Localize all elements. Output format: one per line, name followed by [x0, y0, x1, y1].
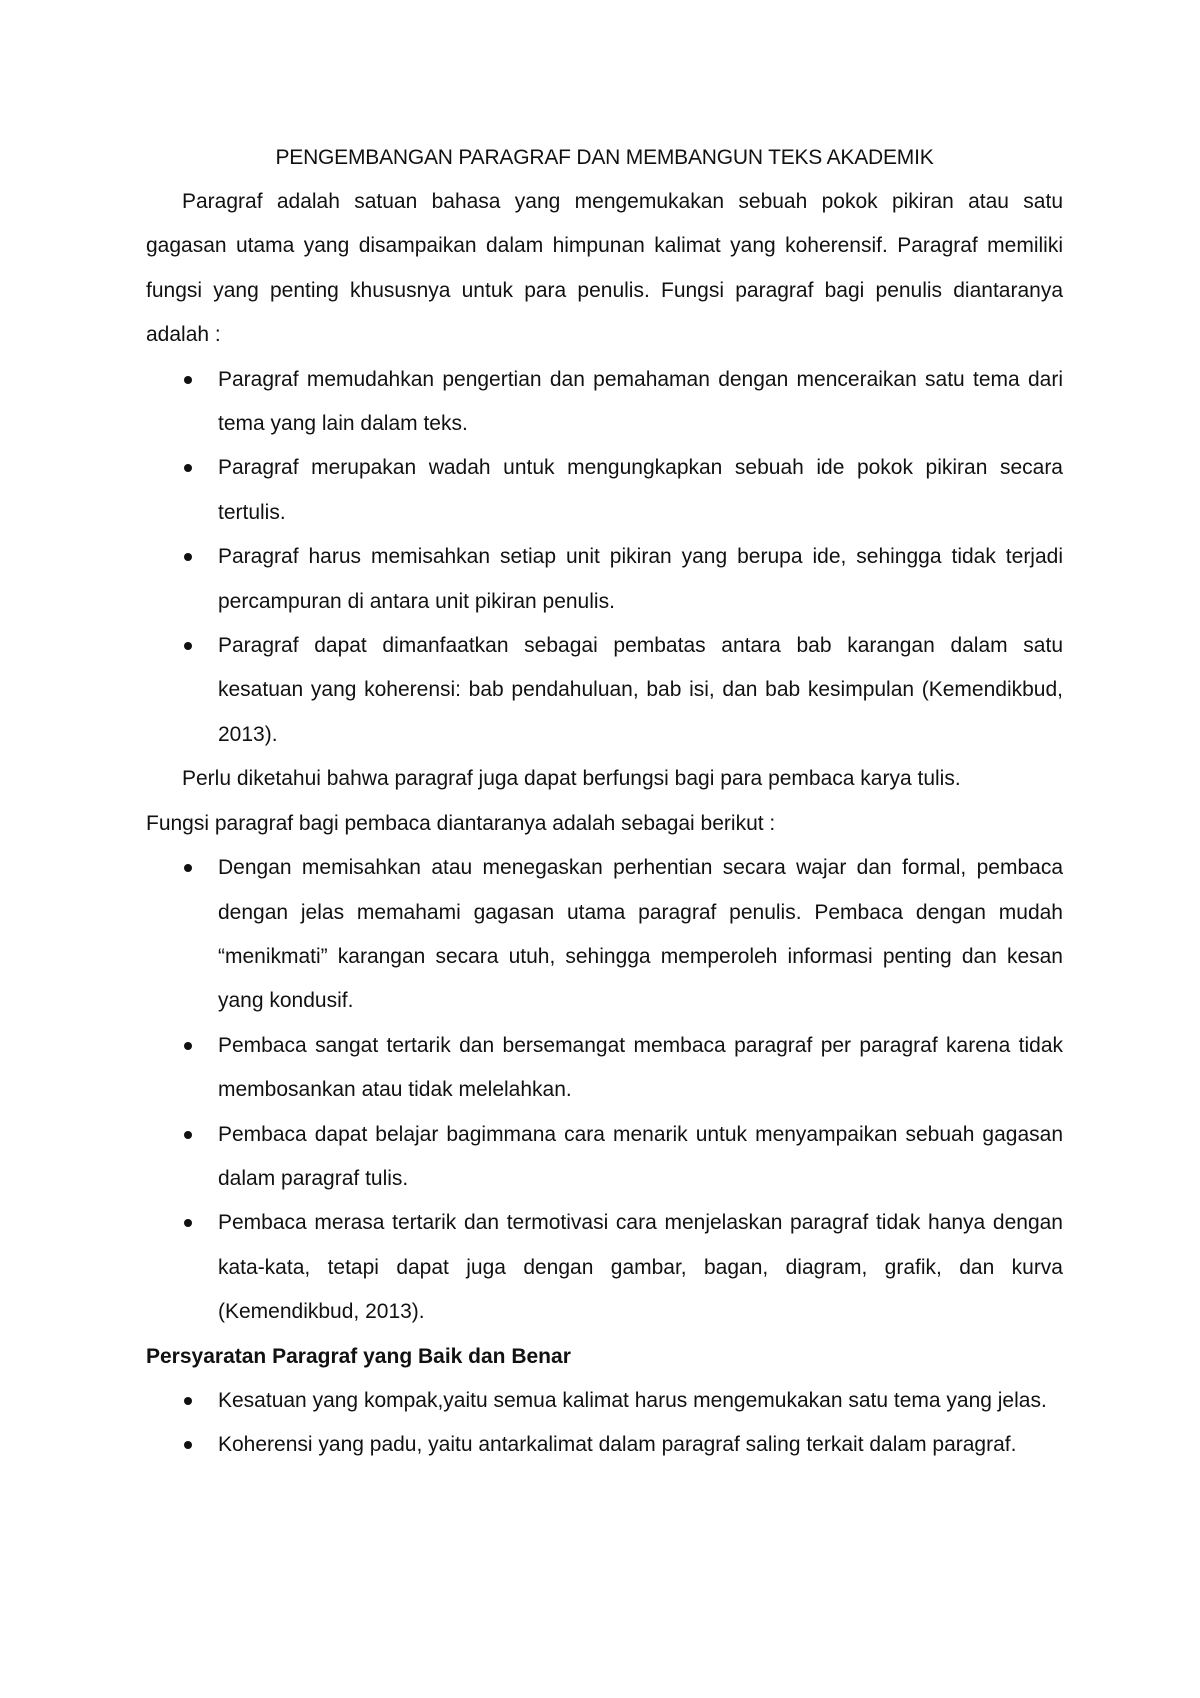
- bullet-icon: [184, 642, 192, 650]
- reader-paragraph-line2: Fungsi paragraf bagi pembaca diantaranya adalah sebagai berikut :: [146, 811, 776, 835]
- document-title: PENGEMBANGAN PARAGRAF DAN MEMBANGUN TEKS AKADEMIK: [275, 146, 934, 169]
- list-item: [218, 1423, 1063, 1467]
- bullet-icon: [184, 1441, 192, 1449]
- list-item-text: Dengan memisahkan atau menegaskan perhentian secara wajar dan formal, pembaca dengan jelas memahami gagasan utama paragraf penulis. Pembaca dengan mudah “menikmati” karangan secara utuh, sehingga memperoleh informasi penting dan kesan yang kondusif.: [218, 856, 1063, 1013]
- list-item-text: Koherensi yang padu, yaitu antarkalimat dalam paragraf saling terkait dalam paragraf.: [218, 1433, 1017, 1457]
- document-page: [146, 136, 1063, 1468]
- list-item-text: Pembaca merasa tertarik dan termotivasi cara menjelaskan paragraf tidak hanya dengan kata-kata, tetapi dapat juga dengan gambar, bagan, diagram, grafik, dan kurva (Kemendikbud, 2013).: [218, 1211, 1063, 1324]
- list-item: [218, 1201, 1063, 1334]
- list-item-text: Pembaca dapat belajar bagimmana cara menarik untuk menyampaikan sebuah gagasan dalam paragraf tulis.: [218, 1122, 1063, 1190]
- list-item-text: Paragraf merupakan wadah untuk mengungkapkan sebuah ide pokok pikiran secara tertulis.: [218, 456, 1063, 524]
- bullet-icon: [184, 1131, 192, 1139]
- bullet-icon: [184, 376, 192, 384]
- bullet-icon: [184, 553, 192, 561]
- requirements-list: [146, 1379, 1063, 1468]
- bullet-icon: [184, 464, 192, 472]
- list-item: [218, 846, 1063, 1024]
- list-item: [218, 1113, 1063, 1202]
- list-item-text: Paragraf harus memisahkan setiap unit pikiran yang berupa ide, sehingga tidak terjadi percampuran di antara unit pikiran penulis.: [218, 545, 1063, 613]
- list-item: [218, 446, 1063, 535]
- bullet-icon: [184, 864, 192, 872]
- writer-functions-list: [146, 358, 1063, 758]
- list-item: [218, 535, 1063, 624]
- list-item-text: Paragraf memudahkan pengertian dan pemahaman dengan menceraikan satu tema dari tema yang lain dalam teks.: [218, 367, 1063, 436]
- requirements-heading: Persyaratan Paragraf yang Baik dan Benar: [146, 1344, 571, 1368]
- list-item: [218, 1024, 1063, 1113]
- list-item-text: Paragraf dapat dimanfaatkan sebagai pembatas antara bab karangan dalam satu kesatuan yang koherensi: bab pendahuluan, bab isi, dan bab kesimpulan (Kemendikbud, 2013).: [218, 634, 1063, 746]
- list-item: [218, 624, 1063, 757]
- bullet-icon: [184, 1042, 192, 1050]
- bullet-icon: [184, 1397, 192, 1405]
- intro-paragraph: Paragraf adalah satuan bahasa yang mengemukakan sebuah pokok pikiran atau satu gagasan utama yang disampaikan dalam himpunan kalimat yang koherensif. Paragraf memiliki fungsi yang penting khususnya untuk para penulis. Fungsi paragraf bagi penulis diantaranya adalah :: [146, 190, 1063, 347]
- list-item-text: Pembaca sangat tertarik dan bersemangat membaca paragraf per paragraf karena tidak membosankan atau tidak melelahkan.: [218, 1033, 1063, 1102]
- list-item: [218, 358, 1063, 447]
- list-item: [218, 1379, 1063, 1423]
- reader-paragraph-line1: Perlu diketahui bahwa paragraf juga dapat berfungsi bagi para pembaca karya tulis.: [182, 767, 961, 791]
- list-item-text: Kesatuan yang kompak,yaitu semua kalimat harus mengemukakan satu tema yang jelas.: [218, 1388, 1047, 1412]
- reader-functions-list: [146, 846, 1063, 1334]
- bullet-icon: [184, 1219, 192, 1227]
